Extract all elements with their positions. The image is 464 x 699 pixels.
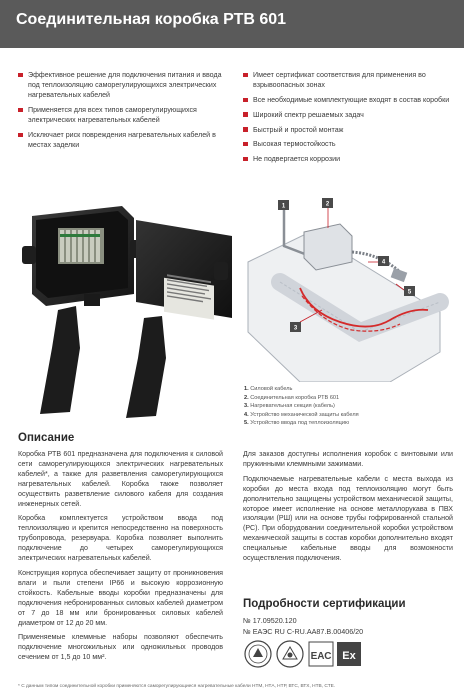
bullet-square-icon bbox=[18, 108, 23, 113]
callout-3: 3 bbox=[293, 325, 298, 332]
bullet-square-icon bbox=[243, 112, 248, 117]
features-left-list bbox=[18, 70, 226, 155]
ex-mark-label: Ex bbox=[342, 650, 356, 662]
bullet-square-icon bbox=[243, 73, 248, 78]
callout-1: 1 bbox=[281, 203, 286, 210]
callout-4: 4 bbox=[381, 259, 386, 266]
certification-seal-icon bbox=[245, 641, 271, 667]
feature-item: Имеет сертификат соответствия для применения во взрывоопасных зонах bbox=[243, 70, 453, 90]
header-bar bbox=[0, 0, 464, 48]
callout-2: 2 bbox=[325, 201, 330, 208]
installation-diagram bbox=[240, 192, 462, 382]
legend-item: 5. Устройство ввода под теплоизоляцию bbox=[244, 420, 350, 427]
certification-marks bbox=[243, 639, 363, 669]
bullet-square-icon bbox=[243, 127, 248, 132]
legend-item: 1. Силовой кабель bbox=[244, 386, 293, 392]
bullet-square-icon bbox=[18, 133, 23, 138]
feature-item: Эффективное решение для подключения питания и ввода под теплоизоляцию саморегулирующихся электрических нагревательных кабелей bbox=[18, 70, 226, 101]
legend-item: 2. Соединительная коробка РТВ 601 bbox=[244, 394, 340, 401]
callout-5: 5 bbox=[407, 289, 412, 296]
description-paragraph: Для заказов доступны исполнения коробок с винтовыми или пружинными клеммными зажимами. bbox=[243, 450, 453, 468]
description-paragraph: Применяемые клеммные наборы позволяют обеспечить подключение многожильных или одножильных проводов сечением от 1,5 до 10 мм². bbox=[18, 633, 223, 662]
bullet-square-icon bbox=[243, 142, 248, 147]
feature-item: Высокая термостойкость bbox=[243, 139, 453, 149]
bullet-square-icon bbox=[243, 98, 248, 103]
description-paragraph: Конструкция корпуса обеспечивает защиту от проникновения влаги и пыли степени IP66 и высокую коррозионную стойкость. Кабельные вводы коробки предназначены для подключения небронированных силовых кабелей диаметром от 7 до 18 мм или бронированных силовых кабелей диаметром от 12 до 20 мм. bbox=[18, 568, 223, 627]
page-title: Соединительная коробка РТВ 601 bbox=[16, 11, 287, 28]
features-right-list bbox=[243, 70, 453, 169]
bullet-square-icon bbox=[18, 73, 23, 78]
diagram-legend bbox=[244, 385, 454, 428]
description-right-column bbox=[243, 450, 453, 569]
certificate-number: № 17.09520.120 bbox=[243, 616, 297, 625]
description-paragraph: Коробка РТВ 601 предназначена для подключения к силовой сети саморегулирующихся электрических нагревательных кабелей*, а также для разветвления саморегулирующихся нагревательных кабелей. Коробка также позволяет осуществить разветвление силового кабеля для создания инженерных сетей. bbox=[18, 450, 223, 508]
feature-item: Исключает риск повреждения нагревательных кабелей в местах заделки bbox=[18, 130, 226, 150]
legend-item: 3. Нагревательная секция (кабель) bbox=[244, 403, 335, 410]
feature-item: Все необходимые комплектующие входят в состав коробки bbox=[243, 95, 453, 105]
legend-item: 4. Устройство механической защиты кабеля bbox=[244, 411, 359, 418]
bullet-square-icon bbox=[243, 157, 248, 162]
junction-box-photo bbox=[14, 198, 242, 420]
certification-heading: Подробности сертификации bbox=[243, 598, 406, 610]
description-left-column bbox=[18, 450, 223, 668]
eaes-number: № ЕАЭС RU C-RU.АА87.В.00406/20 bbox=[243, 627, 364, 636]
eac-mark-label: ЕАС bbox=[310, 651, 332, 662]
footnote: * С данным типом соединительной коробки применяются саморегулирующиеся нагревательные кабели НТМ, НТА, НТР, ВТС, ВТХ, НТВ, СТЕ. bbox=[18, 684, 336, 689]
feature-item: Не подвергается коррозии bbox=[243, 154, 453, 164]
description-paragraph: Коробка комплектуется устройством ввода под теплоизоляцию и крепится непосредственно на поверхность трубопровода, резервуара. Коробка позволяет выполнить подключение до четырех саморегулирующихся электрических нагревательных кабелей. bbox=[18, 514, 223, 563]
rosstandart-icon bbox=[277, 641, 303, 667]
feature-item: Широкий спектр решаемых задач bbox=[243, 110, 453, 120]
feature-item: Быстрый и простой монтаж bbox=[243, 125, 453, 135]
description-heading: Описание bbox=[18, 432, 75, 444]
feature-item: Применяется для всех типов саморегулирующихся электрических нагревательных кабелей bbox=[18, 105, 226, 125]
description-paragraph: Подключаемые нагревательные кабели с места выхода из коробки до места входа под теплоизоляцию могут быть дополнительно защищены устройством механической защиты, которое имеет исполнение на основе металлорукава в ПВХ изоляции (РШ) или на основе трубы гофрированной стальной (РС). При оборудовании соединительной коробки устройством механической защиты в состав коробки дополнительно входят специальные кабельные вводы для возможности осуществления подключения. bbox=[243, 474, 453, 563]
